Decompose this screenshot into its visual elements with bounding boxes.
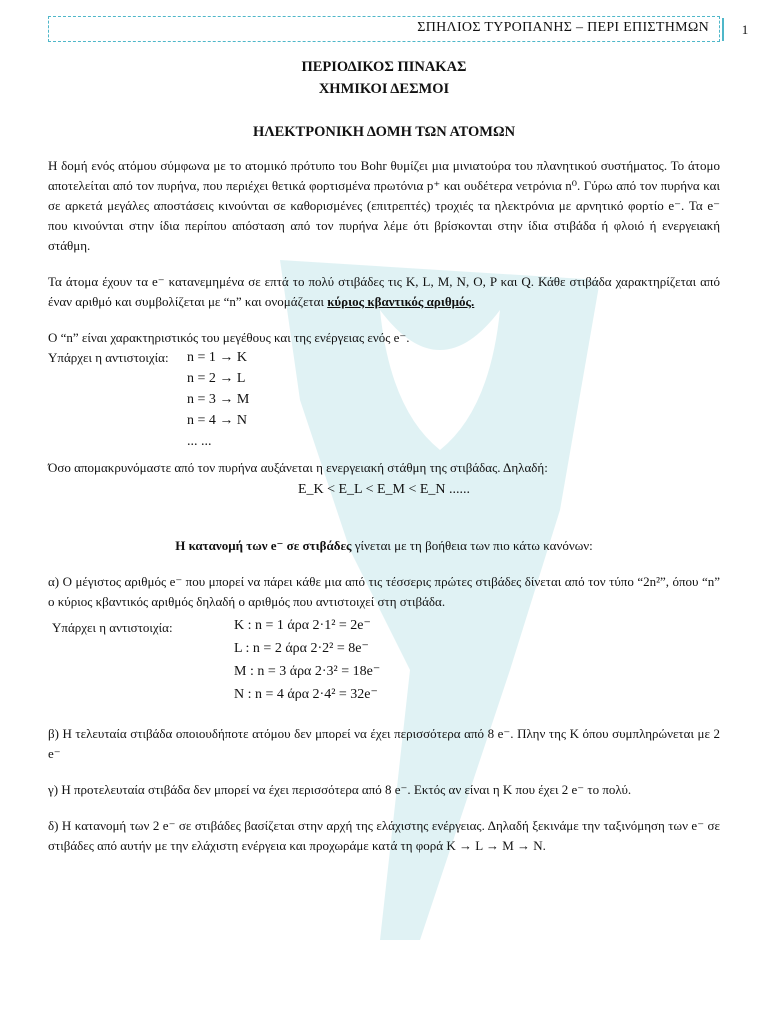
- rule-a: α) Ο μέγιστος αριθμός e⁻ που μπορεί να πάρει κάθε μια από τις τέσσερις πρώτες στιβάδες δίνεται από τον τύπο “2n²”, όπου “n” ο κύριος κβαντικός αριθμός δηλαδή ο αριθμός που αντιστοιχεί στη στιβάδα.: [48, 574, 720, 609]
- correspondence-row: n = 4 → N: [187, 413, 248, 428]
- rule-d: δ) Η κατανομή των 2 e⁻ σε στιβάδες βασίζεται στην αρχή της ελάχιστης ενέργειας. Δηλαδή ξεκινάμε την ταξινόμηση των e⁻ σε στιβάδες από αυτήν με την ελάχιστη ενέργεια και προχωράμε κατά τη φορά K → L → M → N.: [48, 818, 720, 853]
- correspondence-row: ... ...: [187, 434, 212, 449]
- page-number: 1: [722, 18, 766, 41]
- page-header: [48, 16, 720, 42]
- section-heading: ΗΛΕΚΤΡΟΝΙΚΗ ΔΟΜΗ ΤΩΝ ΑΤΟΜΩΝ: [252, 124, 516, 140]
- rule-c: γ) Η προτελευταία στιβάδα δεν μπορεί να έχει περισσότερα από 8 e⁻. Εκτός αν είναι η K που έχει 2 e⁻ το πολύ.: [48, 782, 632, 797]
- paragraph-n: Ο “n” είναι χαρακτηριστικός του μεγέθους και της ενέργειας ενός e⁻.: [48, 330, 410, 345]
- distribution-heading-text: γίνεται με τη βοήθεια των πιο κάτω κανόνων:: [351, 538, 593, 553]
- principal-quantum-number: κύριος κβαντικός αριθμός.: [327, 294, 475, 309]
- correspondence-row: n = 3 → M: [187, 392, 250, 407]
- header-title: ΣΠΗΛΙΟΣ ΤΥΡΟΠΑΝΗΣ – ΠΕΡΙ ΕΠΙΣΤΗΜΩΝ: [417, 20, 709, 35]
- max-electrons-table: [48, 616, 720, 710]
- document-body: [48, 56, 720, 856]
- correspondence-label: Υπάρχει η αντιστοιχία:: [48, 350, 169, 365]
- rules-label: Υπάρχει η αντιστοιχία:: [52, 620, 173, 635]
- correspondence-row: n = 2 → L: [187, 371, 246, 386]
- max-electrons-row: N : n = 4 άρα 2·4² = 32e⁻: [234, 687, 378, 702]
- title-bonds: ΧΗΜΙΚΟΙ ΔΕΣΜΟΙ: [318, 81, 450, 97]
- title-periodic: ΠΕΡΙΟΔΙΚΟΣ ΠΙΝΑΚΑΣ: [301, 59, 467, 75]
- energy-inequality: E_K < E_L < E_M < E_N ......: [297, 482, 471, 497]
- paragraph-energy: Όσο απομακρυνόμαστε από τον πυρήνα αυξάνεται η ενεργειακή στάθμη της στιβάδας. Δηλαδή:: [48, 460, 548, 475]
- correspondence-row: n = 1 → K: [187, 350, 248, 365]
- paragraph-shells: [48, 272, 720, 312]
- distribution-heading-bold: Η κατανομή των e⁻ σε στιβάδες: [175, 538, 352, 553]
- max-electrons-row: M : n = 3 άρα 2·3² = 18e⁻: [234, 664, 381, 679]
- rule-b: β) Η τελευταία στιβάδα οποιουδήποτε ατόμου δεν μπορεί να έχει περισσότερα από 8 e⁻. Πλην της K όπου συμπληρώνεται με 2 e⁻: [48, 726, 720, 761]
- paragraph-bohr: Η δομή ενός ατόμου σύμφωνα με το ατομικό πρότυπο του Bohr θυμίζει μια μινιατούρα του πλανητικού συστήματος. Το άτομο αποτελείται από τον πυρήνα, που περιέχει θετικά φορτισμένα πρωτόνια p⁺ και ουδέτερα νετρόνια n⁰. Γύρω από τον πυρήνα και σε αρκετά μεγάλες αποστάσεις κινούνται σε καθορισμένες (επιτρεπτές) τροχιές τα ηλεκτρόνια με αρνητικό φορτίο e⁻. Τα e⁻ που κινούνται στην ίδια περίπου απόσταση από τον πυρήνα λέμε ότι βρίσκονται στην ίδια στιβάδα ή φλοιό ή ενεργειακή στάθμη.: [48, 158, 720, 253]
- distribution-heading: [48, 536, 720, 556]
- max-electrons-row: K : n = 1 άρα 2·1² = 2e⁻: [234, 618, 371, 633]
- max-electrons-row: L : n = 2 άρα 2·2² = 8e⁻: [234, 641, 369, 656]
- shell-correspondence: [48, 348, 720, 458]
- paragraph-shells-text: Τα άτομα έχουν τα e⁻ κατανεμημένα σε επτά το πολύ στιβάδες τις K, L, M, N, O, P και Q. Κάθε στιβάδα χαρακτηρίζεται από έναν αριθμό και συμβολίζεται με “n” και ονομάζεται: [48, 274, 720, 309]
